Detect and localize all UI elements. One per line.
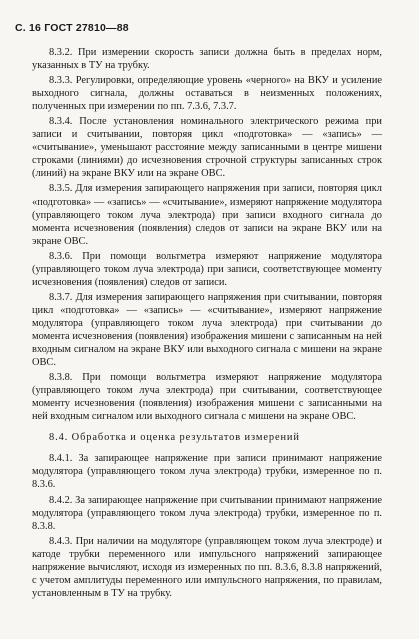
paragraph-8-3-7: 8.3.7. Для измерения запирающего напряжения при считывании, повторяя цикл «подготовка» — «запись» — «считывание», измеряют напряжение модулятора (управляющего током луча электрода) при считывании до момента исчезновения (появления) изображения мишени с записанным на ней входным сигналом на экране ВКУ или выходного сигнала с мишени на экране ОВС. [32,291,382,369]
paragraph-8-4-2: 8.4.2. За запирающее напряжение при считывании принимают напряжение модулятора (управляющего током луча электрода) трубки, измеренное по п. 8.3.8. [32,494,382,532]
paragraph-8-3-2: 8.3.2. При измерении скорость записи должна быть в пределах норм, указанных в ТУ на трубку. [32,47,382,72]
paragraph-8-4-1: 8.4.1. За запирающее напряжение при записи принимают напряжение модулятора (управляющего током луча электрода) трубки, измеренное по п. 8.3.6. [32,453,382,491]
page-header: С. 16 ГОСТ 27810—88 [15,22,129,34]
section-heading-8-4: 8.4. Обработка и оценка результатов измерений [49,432,300,444]
paragraph-8-3-4: 8.3.4. После установления номинального электрического режима при записи и считывании, повторяя цикл «подготовка» — «запись» — «считывание», уменьшают расстояние между записанными в центре мишени строками (линиями) до исчезновения строчной структуры записанных строк (линий) на экране ВКУ или на экране ОВС. [32,116,382,180]
paragraph-8-4-3: 8.4.3. При наличии на модуляторе (управляющем током луча электроде) и катоде трубки переменного или импульсного напряжений запирающее напряжение вычисляют, исходя из измеренных по пп. 8.3.6, 8.3.8 напряжений, с учетом амплитуды переменного или импульсного напряжения, по правилам, установленным в ТУ на трубку. [32,535,382,599]
paragraph-8-3-3: 8.3.3. Регулировки, определяющие уровень «черного» на ВКУ и усиление выходного сигнала, должны оставаться в неизменных положениях, полученных при измерении по пп. 7.3.6, 7.3.7. [32,75,382,113]
document-body [32,46,382,602]
paragraph-8-3-8: 8.3.8. При помощи вольтметра измеряют напряжение модулятора (управляющего током луча электрода) при считывании, соответствующее моменту исчезновения (появления) изображения мишени с записанными на ней входным сигналом или выходного сигнала с мишени на экране ОВС. [32,372,382,423]
paragraph-8-3-6: 8.3.6. При помощи вольтметра измеряют напряжение модулятора (управляющего током луча электрода) при записи, соответствующее моменту исчезновения (появления) следов от записи. [32,250,382,288]
paragraph-8-3-5: 8.3.5. Для измерения запирающего напряжения при записи, повторяя цикл «подготовка» — «запись» — «считывание», измеряют напряжение модулятора (управляющего током луча электрода) при записи входного сигнала до момента исчезновения (появления) следов от записи на экране ВКУ или на экране ОВС. [32,183,382,247]
